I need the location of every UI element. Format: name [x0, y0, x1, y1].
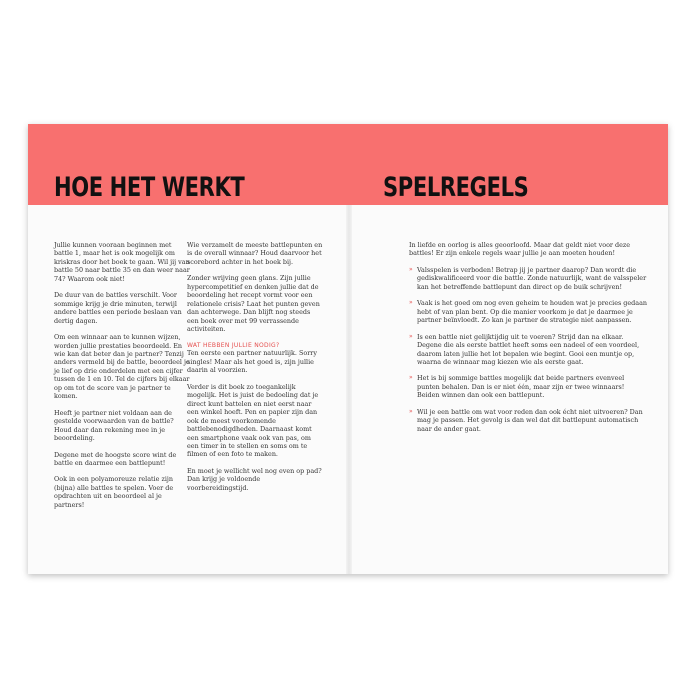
paragraph: Ook in een polyamoreuze relatie zijn (bijna) alle battles te spelen. Voer de opdrachten uit en beoordeel al je partners!: [54, 475, 174, 509]
list-item: [409, 333, 647, 367]
paragraph: Degene met de hoogste score wint de battle en daarmee een battlepunt!: [54, 450, 177, 467]
rules-list: [409, 266, 647, 433]
paragraph: Wie verzamelt de meeste battlepunten en is de overall winnaar? Houd daarvoor het scorebord achter in het boek bij.: [187, 241, 323, 266]
section-subheading: WAT HEBBEN JULLIE NODIG?: [187, 341, 280, 349]
paragraph: Om een winnaar aan te kunnen wijzen, worden jullie prestaties beoordeeld. En wie kan dat beter dan je partner? Tenzij anders vermeld bij de battle, beoordeel je je lief op drie onderdelen met een cijfer tussen de 1 en 10. Tel de cijfers bij elkaar op om tot de score van je partner te komen.: [54, 333, 190, 401]
intro-paragraph: In liefde en oorlog is alles geoorloofd. Maar dat geldt niet voor deze battles! Er zijn enkele regels waar jullie je aan moeten houden!: [409, 241, 631, 258]
bullet-icon: »: [409, 299, 413, 307]
book-spread: [28, 124, 668, 574]
list-item: [409, 266, 647, 291]
right-column: [409, 241, 647, 441]
bullet-icon: »: [409, 332, 413, 340]
left-column-1: [54, 241, 192, 517]
right-page-title: SPELREGELS: [383, 172, 529, 203]
bullet-icon: »: [409, 374, 413, 382]
left-page-title: HOE HET WERKT: [54, 172, 245, 203]
paragraph: En moet je wellicht wel nog even op pad? Dan krijg je voldoende voorbereidingstijd.: [187, 466, 322, 492]
paragraph: Jullie kunnen vooraan beginnen met battle 1, maar het is ook mogelijk om kriskras door het boek te gaan. Wil jij van battle 50 naar battle 35 en dan weer naar 74? Waarom ook niet!: [54, 241, 190, 283]
rule-text: Het is bij sommige battles mogelijk dat beide partners evenveel punten behalen. Dan is er niet één, maar zijn er twee winnaars! Beiden winnen dan ook een battlepunt.: [417, 374, 625, 400]
list-item: [409, 374, 647, 399]
list-item: [409, 299, 647, 324]
paragraph: Zonder wrijving geen glans. Zijn jullie hypercompetitief en denken jullie dat de beoordeling het recept vormt voor een relationele crisis? Laat het punten geven dan achterwege. Dan blijft nog steeds een boek over met 99 verrassende activiteiten.: [187, 274, 320, 334]
list-item: [409, 408, 647, 433]
rule-text: Is een battle niet gelijktijdig uit te voeren? Strijd dan na elkaar. Degene die als eerste battlet heeft soms een nadeel of een voordeel, daarom laten jullie het lot bepalen wie begint. Gooi een muntje op, waarna de winnaar mag kiezen wie als eerste gaat.: [417, 332, 640, 366]
paragraph: Heeft je partner niet voldaan aan de gestelde voorwaarden van de battle? Houd daar dan rekening mee in je beoordeling.: [54, 408, 174, 443]
paragraph: De duur van de battles verschilt. Voor sommige krijg je drie minuten, terwijl andere battles een periode beslaan van dertig dagen.: [54, 291, 182, 325]
rule-text: Vaak is het goed om nog even geheim te houden wat je precies gedaan hebt of van plan bent. Op die manier voorkom je dat je daarmee je partner beïnvloedt. Zo kan je partner de strategie niet aanpassen.: [417, 299, 647, 325]
page-gutter: [346, 205, 352, 574]
bullet-icon: »: [409, 407, 413, 415]
paragraph: Verder is dit boek zo toegankelijk mogelijk. Het is juist de bedoeling dat je direct kunt battelen en niet eerst naar een winkel hoeft. Pen en papier zijn dan ook de meest voorkomende battlebenodigdheden. Daarnaast komt een smartphone vaak ook van pas, om een timer in te stellen en soms om te filmen of een foto te maken.: [187, 382, 319, 459]
paragraph: Ten eerste een partner natuurlijk. Sorry singles! Maar als het goed is, zijn jullie daarin al voorzien.: [187, 349, 317, 375]
rule-text: Valsspelen is verboden! Betrap jij je partner daarop? Dan wordt die gediskwalificeerd voor die battle. Zonde natuurlijk, want de valsspeler kan het betreffende battlepunt dan direct op de buik schrijven!: [417, 265, 647, 291]
left-column-2: [187, 241, 323, 500]
rule-text: Wil je een battle om wat voor reden dan ook écht niet uitvoeren? Dan mag je passen. Het gevolg is dan wel dat dit battlepunt automatisch naar de ander gaat.: [417, 407, 643, 433]
bullet-icon: »: [409, 265, 413, 273]
